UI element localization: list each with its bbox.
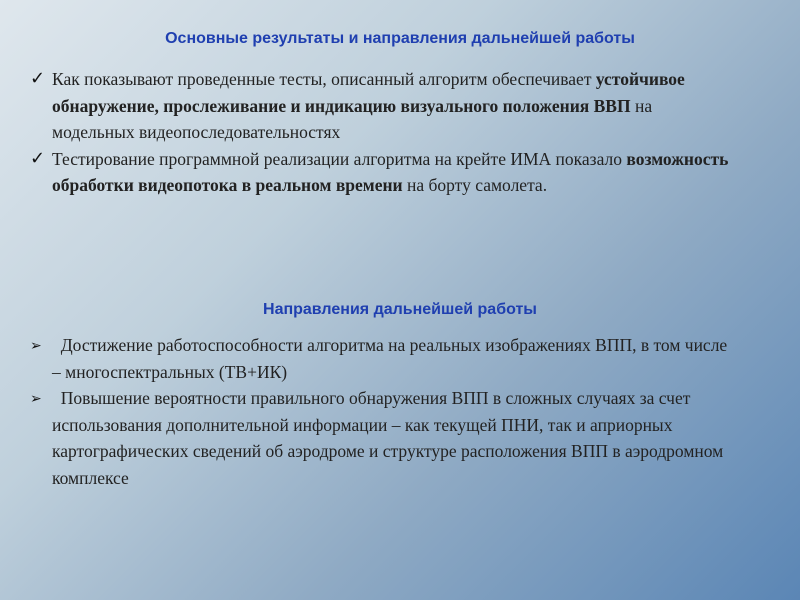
arrow-bullet-icon: ➢ xyxy=(30,338,42,354)
directions-list xyxy=(30,332,730,491)
result-item-2 xyxy=(30,146,730,199)
result-text-2-end: на борту самолета. xyxy=(402,175,548,195)
result-text-1-bold: устойчивое обнаружение, прослеживание и индикацию визуального положения ВВП xyxy=(52,69,685,116)
direction-text-2: Повышение вероятности правильного обнаружения ВПП в сложных случаях за счет использования дополнительной информации – как текущей ПНИ, так и априорных картографических сведений об аэродроме и структуре расположения ВПП в аэродромном комплексе xyxy=(52,388,728,488)
direction-text-1: Достижение работоспособности алгоритма на реальных изображениях ВПП, в том числе – многоспектральных (ТВ+ИК) xyxy=(52,335,732,382)
result-text-1-start: Как показывают проведенные тесты, описанный алгоритм обеспечивает xyxy=(52,69,596,89)
result-text-1-end: на модельных видеопоследовательностях xyxy=(52,95,653,142)
result-item-1 xyxy=(30,66,730,146)
result-text-2-bold: возможность обработки видеопотока в реальном времени xyxy=(52,148,729,195)
arrow-bullet-icon: ➢ xyxy=(30,391,42,407)
result-text-2-start: Тестирование программной реализации алгоритма на крейте ИМА показало xyxy=(52,148,627,169)
checkmark-icon: ✓ xyxy=(30,68,46,89)
direction-item-2 xyxy=(30,385,730,491)
section-subtitle: Направления дальнейшей работы xyxy=(263,301,537,318)
page-title: Основные результаты и направления дальнейшей работы xyxy=(165,30,635,47)
checkmark-icon: ✓ xyxy=(30,147,46,169)
results-list xyxy=(30,66,730,199)
direction-item-1 xyxy=(30,332,730,385)
